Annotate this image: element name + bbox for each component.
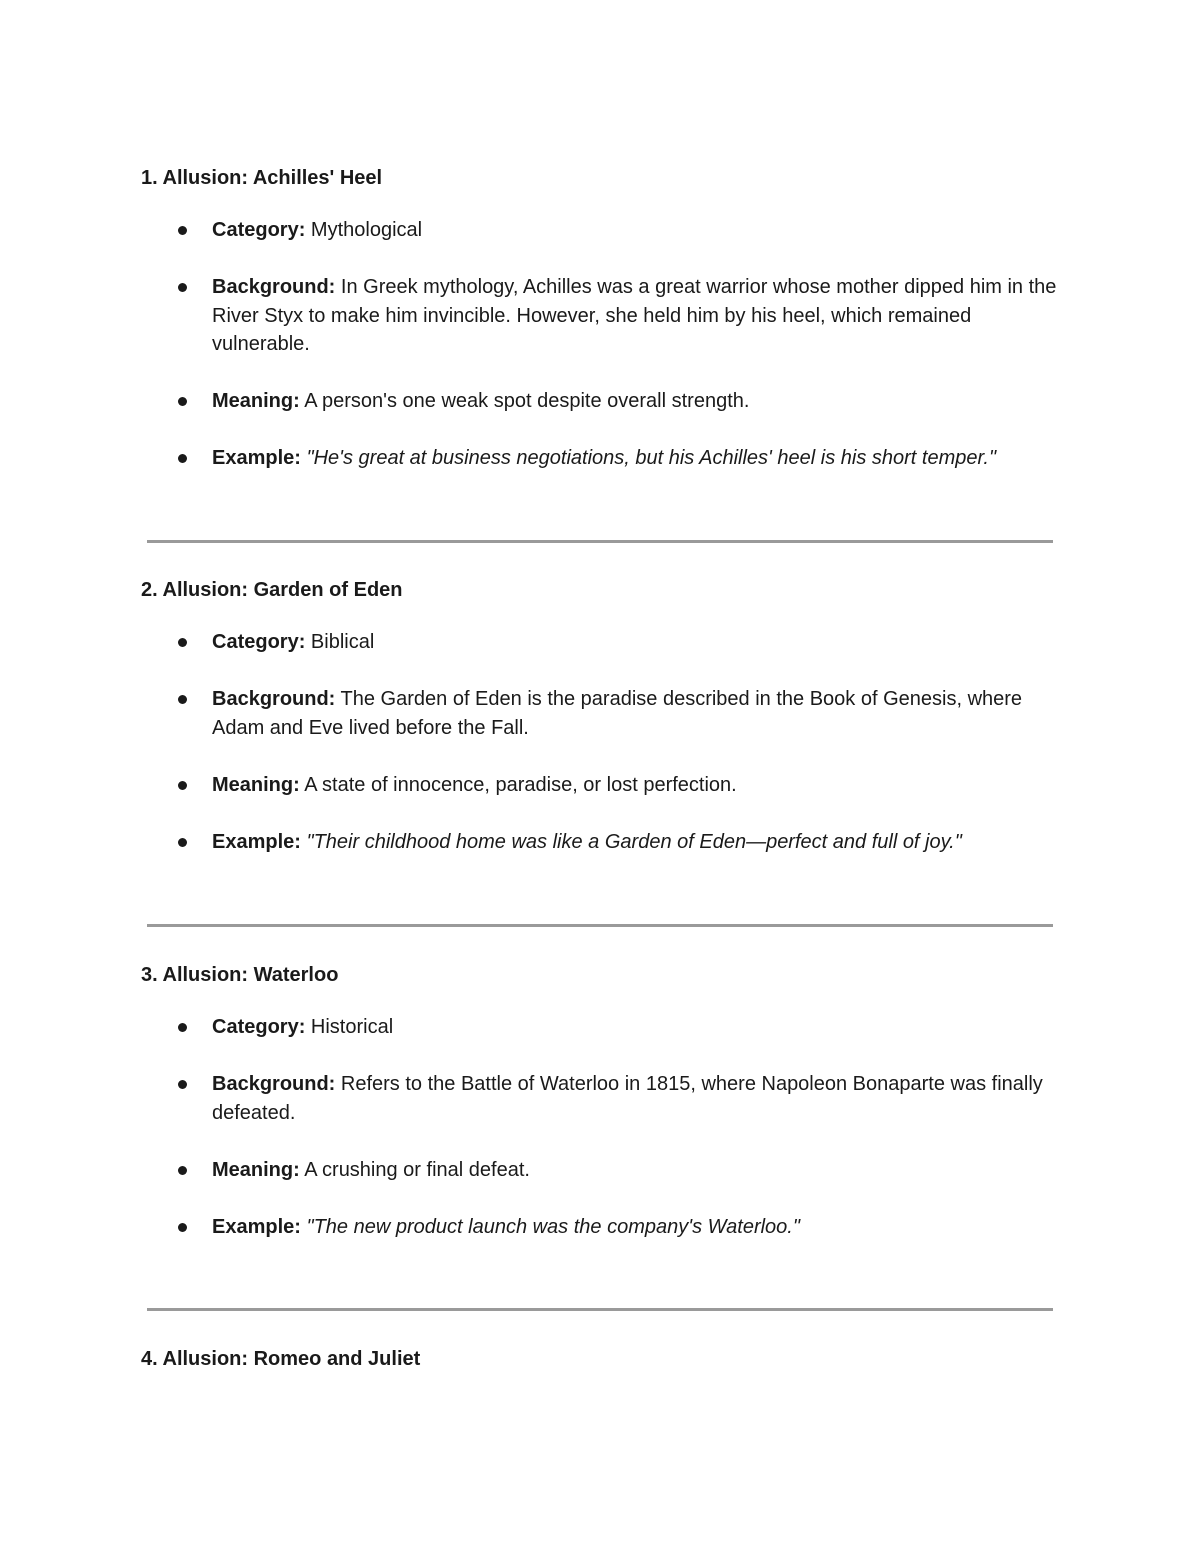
background-label: Background: bbox=[212, 276, 336, 298]
list-item-category bbox=[0, 1013, 1062, 1042]
list-item-background bbox=[0, 685, 1062, 742]
allusion-heading: 3. Allusion: Waterloo bbox=[141, 964, 339, 986]
category-value: Mythological bbox=[305, 219, 423, 241]
example-label: Example: bbox=[212, 1215, 301, 1238]
meaning-label: Meaning: bbox=[212, 390, 300, 412]
example-label: Example: bbox=[212, 830, 301, 853]
bullet-icon bbox=[178, 283, 187, 292]
list-item-category bbox=[0, 216, 1062, 245]
section-divider bbox=[147, 540, 1053, 543]
allusion-heading: 1. Allusion: Achilles' Heel bbox=[141, 167, 383, 189]
section-divider bbox=[147, 1308, 1053, 1311]
bullet-icon bbox=[178, 1023, 187, 1032]
background-label: Background: bbox=[212, 688, 336, 710]
meaning-label: Meaning: bbox=[212, 1158, 300, 1181]
list-item-meaning bbox=[0, 387, 1062, 416]
bullet-icon bbox=[178, 781, 187, 790]
allusion-details-list bbox=[0, 628, 1062, 856]
section-divider bbox=[147, 924, 1053, 927]
background-label: Background: bbox=[212, 1073, 336, 1095]
meaning-label: Meaning: bbox=[212, 773, 300, 796]
example-value: "Their childhood home was like a Garden of Eden—perfect and full of joy." bbox=[300, 830, 962, 853]
list-item-example bbox=[0, 828, 1062, 857]
example-value: "He's great at business negotiations, but his Achilles' heel is his short temper." bbox=[300, 447, 997, 469]
allusion-details-list bbox=[0, 1013, 1062, 1241]
allusion-details-list bbox=[0, 216, 1062, 473]
allusion-heading: 2. Allusion: Garden of Eden bbox=[141, 579, 403, 601]
bullet-icon bbox=[178, 695, 187, 704]
list-item-meaning bbox=[0, 771, 1062, 800]
background-value: The Garden of Eden is the paradise described in the Book of Genesis, where Adam and Eve lived before the Fall. bbox=[212, 688, 1023, 739]
category-label: Category: bbox=[212, 631, 306, 653]
allusion-heading: 4. Allusion: Romeo and Juliet bbox=[141, 1348, 421, 1370]
bullet-icon bbox=[178, 1223, 187, 1232]
list-item-example bbox=[0, 444, 1062, 473]
list-item-category bbox=[0, 628, 1062, 657]
bullet-icon bbox=[178, 397, 187, 406]
bullet-icon bbox=[178, 638, 187, 647]
list-item-example bbox=[0, 1213, 1062, 1242]
list-item-meaning bbox=[0, 1156, 1062, 1185]
bullet-icon bbox=[178, 1166, 187, 1175]
category-value: Biblical bbox=[305, 631, 375, 653]
background-value: Refers to the Battle of Waterloo in 1815, where Napoleon Bonaparte was finally defeated. bbox=[212, 1073, 1043, 1124]
list-item-background bbox=[0, 1070, 1062, 1127]
example-value: "The new product launch was the company's Waterloo." bbox=[300, 1215, 800, 1238]
category-value: Historical bbox=[305, 1016, 394, 1038]
example-label: Example: bbox=[212, 447, 301, 469]
bullet-icon bbox=[178, 454, 187, 463]
background-value: In Greek mythology, Achilles was a great warrior whose mother dipped him in the River Styx to make him invincible. However, she held him by his heel, which remained vulnerable. bbox=[212, 276, 1057, 355]
bullet-icon bbox=[178, 226, 187, 235]
meaning-value: A state of innocence, paradise, or lost perfection. bbox=[299, 773, 737, 796]
meaning-value: A crushing or final defeat. bbox=[299, 1158, 530, 1181]
meaning-value: A person's one weak spot despite overall strength. bbox=[299, 390, 750, 412]
category-label: Category: bbox=[212, 219, 306, 241]
category-label: Category: bbox=[212, 1016, 306, 1038]
bullet-icon bbox=[178, 838, 187, 847]
bullet-icon bbox=[178, 1080, 187, 1089]
list-item-background bbox=[0, 273, 1062, 359]
